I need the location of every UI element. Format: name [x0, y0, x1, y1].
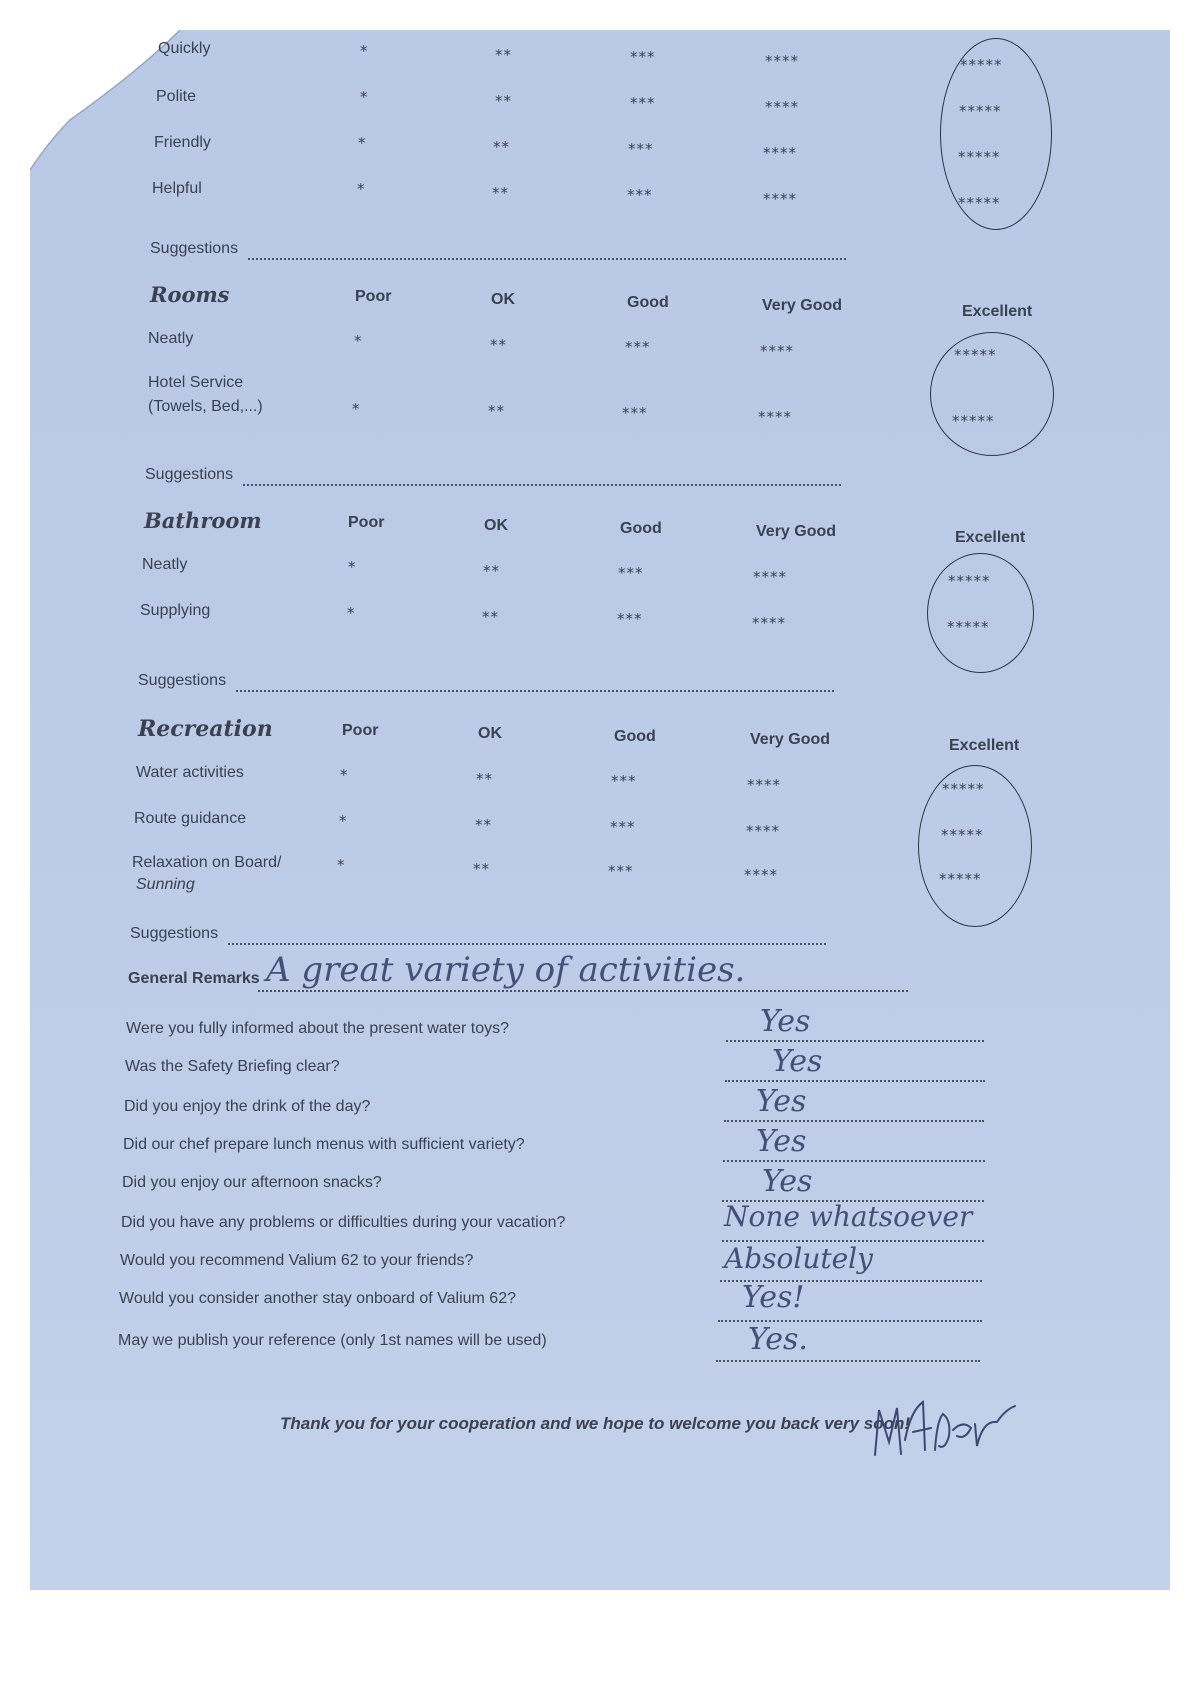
row-label: Helpful	[152, 180, 202, 197]
rating-good: ***	[618, 564, 644, 582]
answer-line	[723, 1160, 985, 1162]
rating-poor: *	[360, 42, 369, 60]
general-remarks-label: General Remarks	[128, 970, 260, 987]
rating-very-good: ****	[765, 52, 799, 70]
rating-excellent: *****	[959, 102, 1002, 120]
question-text: May we publish your reference (only 1st names will be used)	[118, 1332, 547, 1349]
suggestions-label: Suggestions	[138, 672, 227, 689]
header-very-good: Very Good	[756, 523, 837, 540]
rating-good: ***	[622, 404, 648, 422]
row-label-detail: (Towels, Bed,...)	[148, 398, 263, 415]
excellent-circle	[930, 332, 1054, 456]
answer-text: Yes	[756, 1084, 807, 1119]
rating-very-good: ****	[744, 866, 778, 884]
rating-very-good: ****	[746, 822, 780, 840]
question-text: Did our chef prepare lunch menus with sufficient variety?	[123, 1136, 525, 1153]
rating-ok: **	[475, 816, 492, 834]
rating-ok: **	[495, 46, 512, 64]
rating-good: ***	[608, 862, 634, 880]
rating-very-good: ****	[763, 144, 797, 162]
rating-ok: **	[482, 608, 499, 626]
header-very-good: Very Good	[750, 731, 831, 748]
header-excellent: Excellent	[949, 737, 1020, 754]
answer-text: Yes	[762, 1164, 813, 1199]
answer-line	[724, 1120, 984, 1122]
rating-very-good: ****	[752, 614, 786, 632]
header-good: Good	[620, 520, 662, 537]
rating-excellent: *****	[942, 780, 985, 798]
row-label: Friendly	[154, 134, 211, 151]
answer-line	[716, 1360, 980, 1362]
rating-very-good: ****	[747, 776, 781, 794]
header-ok: OK	[484, 517, 508, 534]
suggestions-label: Suggestions	[150, 240, 239, 257]
header-good: Good	[614, 728, 656, 745]
rating-good: ***	[627, 186, 653, 204]
question-text: Did you enjoy our afternoon snacks?	[122, 1174, 382, 1191]
excellent-circle	[918, 765, 1032, 927]
rating-excellent: *****	[941, 826, 984, 844]
answer-text: None whatsoever	[724, 1200, 973, 1233]
rating-poor: *	[354, 332, 363, 350]
suggestions-line	[228, 943, 826, 945]
rating-excellent: *****	[958, 148, 1001, 166]
suggestions-label: Suggestions	[130, 925, 219, 942]
header-ok: OK	[491, 291, 515, 308]
rating-poor: *	[352, 400, 361, 418]
rating-poor: *	[339, 812, 348, 830]
header-very-good: Very Good	[762, 297, 843, 314]
rating-ok: **	[493, 138, 510, 156]
rating-poor: *	[360, 88, 369, 106]
rating-good: ***	[628, 140, 654, 158]
answer-text: Yes!	[742, 1280, 805, 1315]
rating-good: ***	[617, 610, 643, 628]
rating-ok: **	[492, 184, 509, 202]
answer-text: Yes	[760, 1004, 811, 1039]
general-remarks-answer: A great variety of activities.	[266, 950, 746, 990]
answer-line	[725, 1080, 985, 1082]
question-text: Was the Safety Briefing clear?	[125, 1058, 340, 1075]
question-text: Would you consider another stay onboard of Valium 62?	[119, 1290, 516, 1307]
rating-excellent: *****	[947, 618, 990, 636]
answer-line	[726, 1040, 984, 1042]
rating-good: ***	[630, 48, 656, 66]
suggestions-line	[243, 484, 841, 486]
rating-ok: **	[483, 562, 500, 580]
section-title: Recreation	[138, 716, 273, 742]
rating-poor: *	[357, 180, 366, 198]
rating-excellent: *****	[939, 870, 982, 888]
row-label: Hotel Service	[148, 374, 244, 391]
signature	[865, 1380, 1055, 1470]
rating-poor: *	[337, 856, 346, 874]
row-label-detail: Sunning	[136, 876, 195, 893]
rating-ok: **	[488, 402, 505, 420]
rating-very-good: ****	[758, 408, 792, 426]
header-poor: Poor	[348, 514, 385, 531]
section-title: Bathroom	[144, 508, 262, 533]
row-label: Route guidance	[134, 810, 247, 827]
header-poor: Poor	[342, 722, 379, 739]
rating-excellent: *****	[954, 346, 997, 364]
rating-poor: *	[348, 558, 357, 576]
question-text: Were you fully informed about the present water toys?	[126, 1020, 510, 1037]
rating-excellent: *****	[952, 412, 995, 430]
rating-very-good: ****	[753, 568, 787, 586]
question-text: Did you have any problems or difficulties during your vacation?	[121, 1214, 566, 1231]
rating-poor: *	[347, 604, 356, 622]
rating-poor: *	[340, 766, 349, 784]
row-label: Neatly	[148, 330, 194, 347]
row-label: Neatly	[142, 556, 188, 573]
header-ok: OK	[478, 725, 502, 742]
rating-poor: *	[358, 134, 367, 152]
rating-very-good: ****	[763, 190, 797, 208]
suggestions-label: Suggestions	[145, 466, 234, 483]
answer-text: Yes	[772, 1044, 823, 1079]
rating-excellent: *****	[958, 194, 1001, 212]
rating-ok: **	[495, 92, 512, 110]
rating-good: ***	[611, 772, 637, 790]
answer-text: Yes	[756, 1124, 807, 1159]
suggestions-line	[236, 690, 834, 692]
question-text: Did you enjoy the drink of the day?	[124, 1098, 371, 1115]
rating-excellent: *****	[948, 572, 991, 590]
header-excellent: Excellent	[962, 303, 1033, 320]
answer-text: Yes.	[748, 1322, 808, 1357]
header-good: Good	[627, 294, 669, 311]
rating-very-good: ****	[760, 342, 794, 360]
rating-good: ***	[625, 338, 651, 356]
general-remarks-line	[258, 990, 908, 992]
row-label: Quickly	[158, 40, 211, 57]
rating-good: ***	[610, 818, 636, 836]
rating-ok: **	[490, 336, 507, 354]
rating-ok: **	[476, 770, 493, 788]
section-title: Rooms	[150, 282, 230, 307]
header-poor: Poor	[355, 288, 392, 305]
excellent-circle	[940, 38, 1052, 230]
feedback-form-page	[30, 30, 1170, 1590]
rating-good: ***	[630, 94, 656, 112]
rating-very-good: ****	[765, 98, 799, 116]
row-label: Polite	[156, 88, 197, 105]
excellent-circle	[927, 553, 1034, 673]
answer-text: Absolutely	[724, 1242, 873, 1275]
rating-ok: **	[473, 860, 490, 878]
row-label: Supplying	[140, 602, 211, 619]
rating-excellent: *****	[960, 56, 1003, 74]
suggestions-line	[248, 258, 846, 260]
row-label: Relaxation on Board/	[132, 854, 282, 871]
thank-you-note: Thank you for your cooperation and we hope to welcome you back very soon!	[280, 1414, 911, 1433]
row-label: Water activities	[136, 764, 244, 781]
header-excellent: Excellent	[955, 529, 1026, 546]
question-text: Would you recommend Valium 62 to your friends?	[120, 1252, 474, 1269]
